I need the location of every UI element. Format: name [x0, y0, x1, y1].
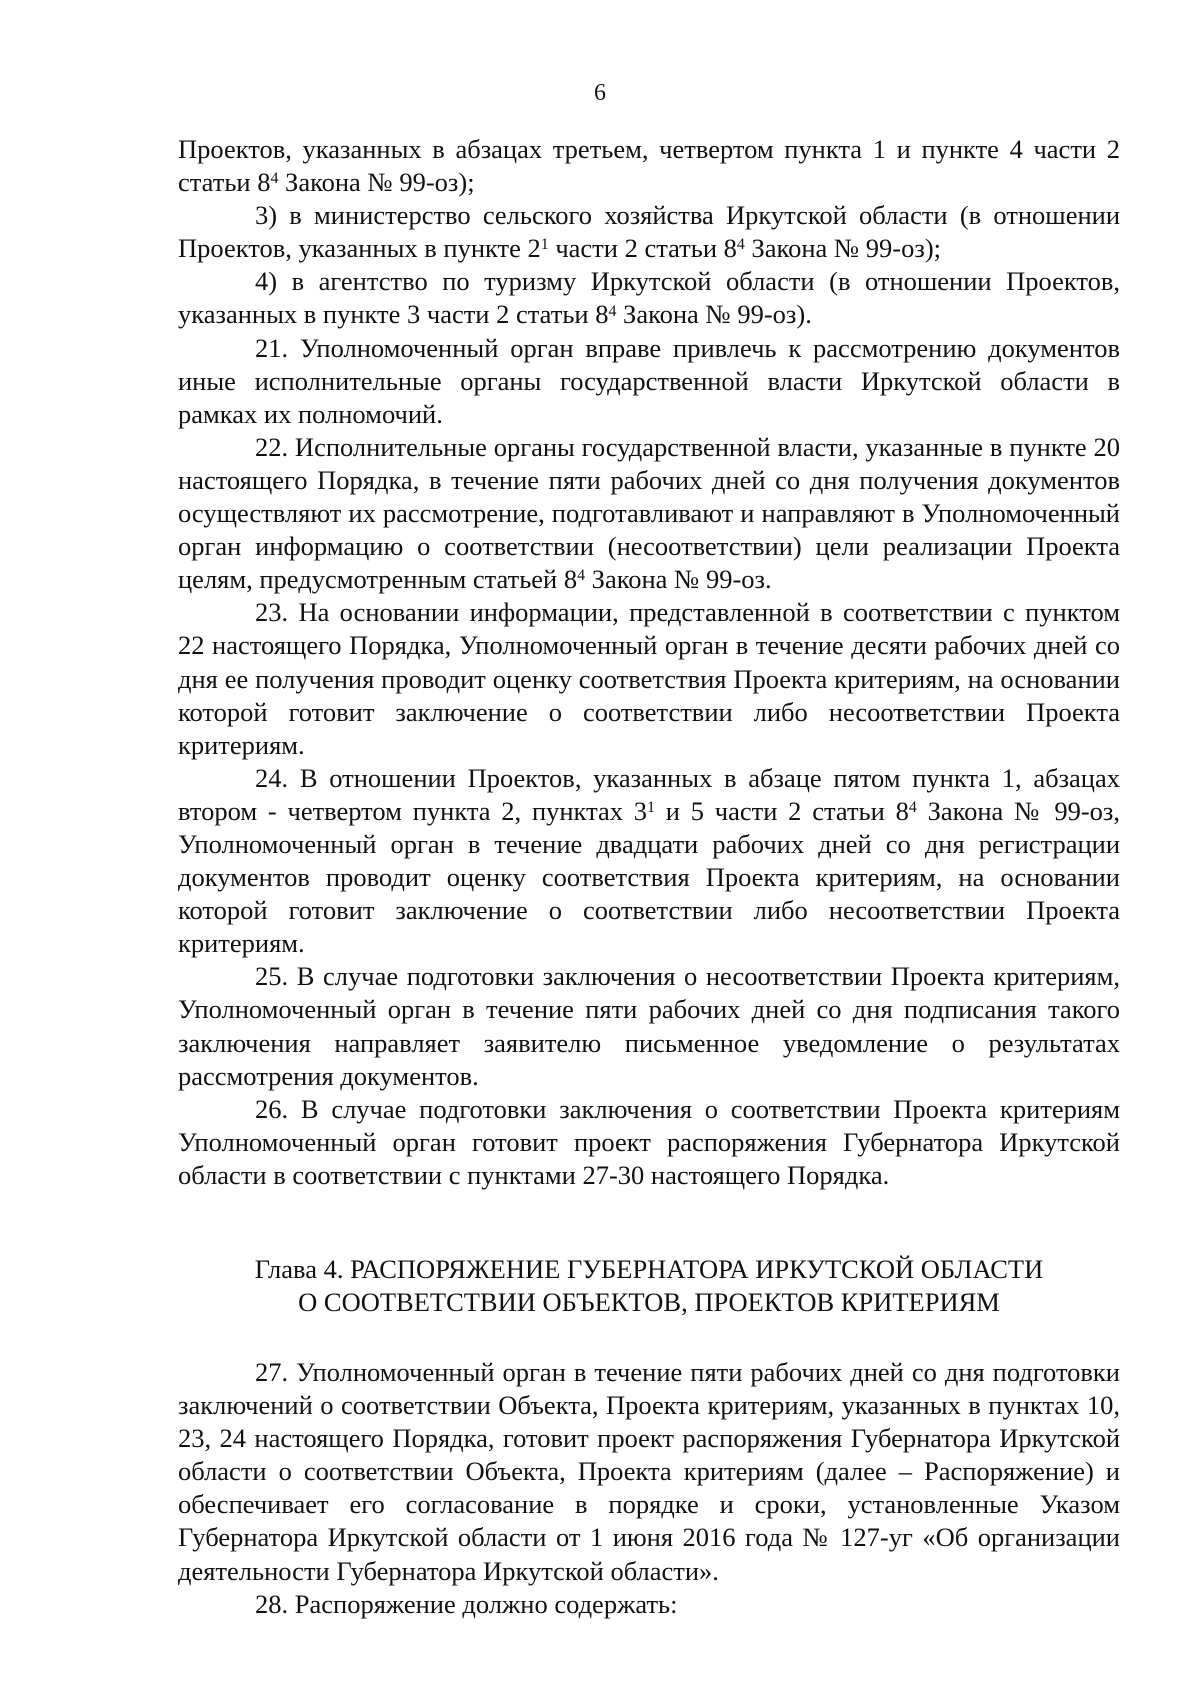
- superscript: 4: [270, 170, 279, 188]
- paragraph-text: 22. Исполнительные органы государственной власти, указанные в пункте 20 настоящего Порядка, в течение пяти рабочих дней со дня получения документов осуществляют их рассмотрение, подготавливают и направляют в Уполномоченный орган информацию о соответствии (несоответствии) цели реализации Проекта целям, предусмотренным статьей 8: [178, 431, 1120, 595]
- paragraph-text: 3) в министерство сельского хозяйства Иркутской области (в отношении Проектов, указанных в пункте 2: [178, 200, 1120, 264]
- paragraph-text: 25. В случае подготовки заключения о несоответствии Проекта критериям, Уполномоченный орган в течение пяти рабочих дней со дня подписания такого заключения направляет заявителю письменное уведомление о результатах рассмотрения документов.: [178, 961, 1120, 1091]
- paragraph-text: Проектов, указанных в абзацах третьем, четвертом пункта 1 и пункте 4 части 2 статьи 8: [178, 134, 1120, 198]
- paragraph-text: 28. Распоряжение должно содержать:: [255, 1588, 678, 1619]
- paragraph: [178, 332, 1120, 431]
- superscript: 4: [577, 567, 586, 585]
- paragraph-text: 24. В отношении Проектов, указанных в абзаце пятом пункта 1, абзацах втором - четвертом пункта 2, пунктах 3: [178, 762, 1120, 826]
- superscript: 4: [608, 302, 617, 320]
- chapter-title-line-2: О СООТВЕТСТВИИ ОБЪЕКТОВ, ПРОЕКТОВ КРИТЕРИЯМ: [298, 1287, 1000, 1317]
- paragraph: [178, 762, 1120, 961]
- chapter-title: [178, 1253, 1120, 1319]
- paragraph-text: Закона № 99-оз).: [616, 299, 812, 330]
- paragraph-text: Закона № 99-оз);: [278, 167, 475, 198]
- superscript: 4: [908, 798, 917, 816]
- paragraph: [178, 1093, 1120, 1192]
- paragraph: [178, 960, 1120, 1092]
- paragraph-text: Закона № 99-оз, Уполномоченный орган в течение двадцати рабочих дней со дня регистрации документов проводит оценку соответствия Проекта критериям, на основании которой готовит заключение о соответствии либо несоответствии Проекта критериям.: [178, 795, 1120, 959]
- chapter-title-line-1: Глава 4. РАСПОРЯЖЕНИЕ ГУБЕРНАТОРА ИРКУТСКОЙ ОБЛАСТИ: [254, 1254, 1044, 1284]
- paragraph: [178, 199, 1120, 265]
- paragraph-text: 26. В случае подготовки заключения о соответствии Проекта критериям Уполномоченный орган готовит проект распоряжения Губернатора Иркутской области в соответствии с пунктами 27-30 настоящего Порядка.: [178, 1093, 1120, 1190]
- paragraph: [178, 431, 1120, 596]
- paragraph: [178, 265, 1120, 331]
- paragraph-text: 21. Уполномоченный орган вправе привлечь к рассмотрению документов иные исполнительные органы государственной власти Иркутской области в рамках их полномочий.: [178, 332, 1120, 429]
- paragraph-text: Закона № 99-оз);: [744, 233, 942, 264]
- paragraph: [178, 133, 1120, 199]
- paragraph-text: 23. На основании информации, представленной в соответствии с пунктом 22 настоящего Порядка, Уполномоченный орган в течение десяти рабочих дней со дня ее получения проводит оценку соответствия Проекта критериям, на основании которой готовит заключение о соответствии либо несоответствии Проекта критериям.: [178, 597, 1120, 760]
- superscript: 4: [736, 236, 745, 254]
- body-text-bottom: [178, 1356, 1120, 1621]
- paragraph: [178, 1588, 1120, 1621]
- paragraph-text: 27. Уполномоченный орган в течение пяти рабочих дней со дня подготовки заключений о соответствии Объекта, Проекта критериям, указанных в пунктах 10, 23, 24 настоящего Порядка, готовит проект распоряжения Губернатора Иркутской области о соответствии Объекта, Проекта критериям (далее – Распоряжение) и обеспечивает его согласование в порядке и сроки, установленные Указом Губернатора Иркутской области от 1 июня 2016 года № 127-уг «Об организации деятельности Губернатора Иркутской области».: [178, 1357, 1120, 1586]
- superscript: 1: [540, 236, 549, 254]
- paragraph-text: Закона № 99-оз.: [585, 564, 772, 595]
- paragraph-text: 4) в агентство по туризму Иркутской области (в отношении Проектов, указанных в пункте 3 части 2 статьи 8: [178, 266, 1120, 330]
- paragraph: [178, 596, 1120, 761]
- paragraph-text: части 2 статьи 8: [548, 233, 737, 264]
- page-number: 6: [594, 80, 606, 106]
- superscript: 1: [647, 798, 655, 816]
- paragraph: [178, 1356, 1120, 1588]
- body-text-top: [178, 133, 1120, 1192]
- paragraph-text: и 5 части 2 статьи 8: [655, 795, 909, 826]
